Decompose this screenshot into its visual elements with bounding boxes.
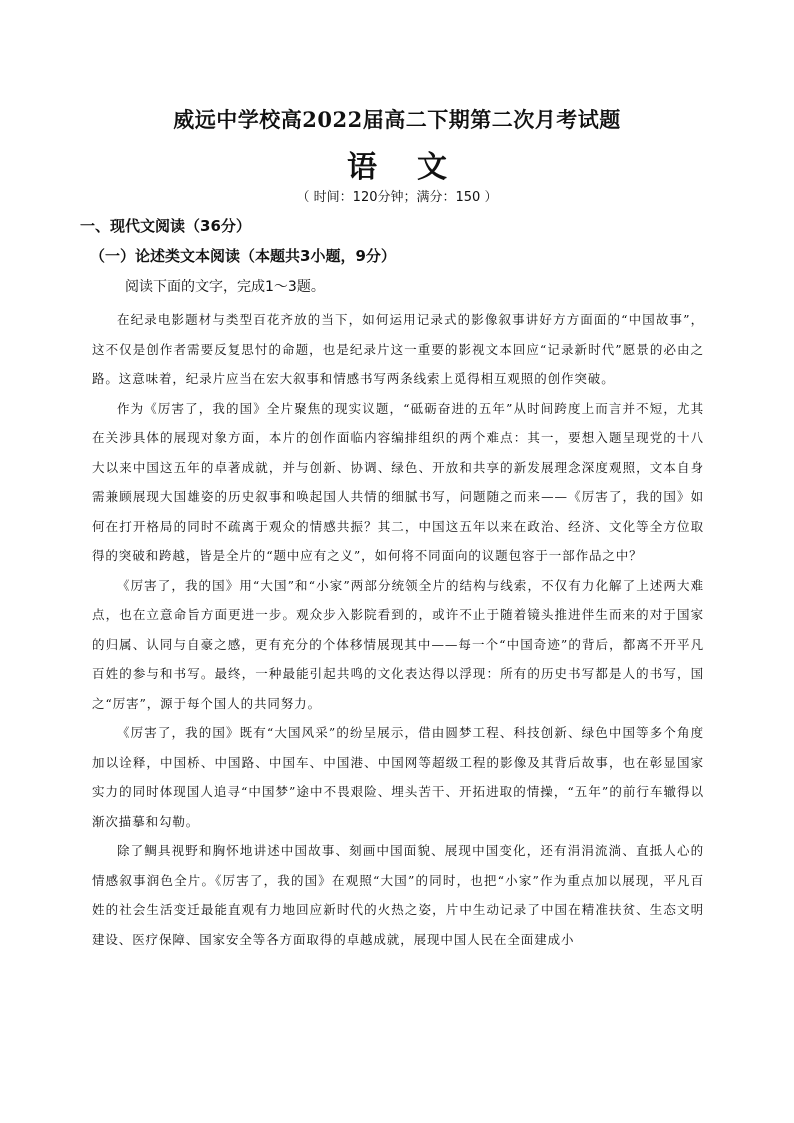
section-subheading: （一）论述类文本阅读（本题共3小题，9分） xyxy=(90,247,396,265)
exam-info: （ 时间：120分钟；满分：150 ） xyxy=(296,190,498,205)
section-heading: 一、现代文阅读（36分） xyxy=(80,217,251,235)
reading-instruction: 阅读下面的文字，完成1～3题。 xyxy=(125,279,325,295)
subject-title: 语文 xyxy=(347,150,487,185)
article-paragraph-2: 作为《厉害了，我的国》全片聚焦的现实议题，“砥砺奋进的五年”从时间跨度上而言并不短，尤其在关涉具体的展现对象方面，本片的创作面临内容编排组织的两个难点：其一，要想入题呈现党的十八大以来中国这五年的卓著成就，并与创新、协调、绿色、开放和共享的新发展理念深度观照，文本自身需兼顾展现大国雄姿的历史叙事和唤起国人共情的细腻书写，问题随之而来——《厉害了，我的国》如何在打开格局的同时不疏离于观众的情感共振？其二，中国这五年以来在政治、经济、文化等全方位取得的突破和跨越，皆是全片的“题中应有之义”，如何将不同面向的议题包容于一部作品之中？ xyxy=(92,400,704,563)
article-paragraph-1: 在纪录电影题材与类型百花齐放的当下，如何运用记录式的影像叙事讲好方方面面的“中国故事”，这不仅是创作者需要反复思忖的命题，也是纪录片这一重要的影视文本回应“记录新时代”愿景的必由之路。这意味着，纪录片应当在宏大叙事和情感书写两条线索上觅得相互观照的创作突破。 xyxy=(92,312,704,386)
article-body xyxy=(92,305,704,954)
exam-title: 威远中学校高2022届高二下期第二次月考试题 xyxy=(173,107,621,132)
article-paragraph-3: 《厉害了，我的国》用“大国”和“小家”两部分统领全片的结构与线索，不仅有力化解了上述两大难点，也在立意命旨方面更进一步。观众步入影院看到的，或许不止于随着镜头推进伴生而来的对于国家的归属、认同与自豪之感，更有充分的个体移情展现其中——每一个“中国奇迹”的背后，都离不开平凡百姓的参与和书写。最终，一种最能引起共鸣的文化表达得以浮现：所有的历史书写都是人的书写，国之“厉害”，源于每个国人的共同努力。 xyxy=(92,577,704,711)
article-paragraph-5: 除了鲷具视野和胸怀地讲述中国故事、刻画中国面貌、展现中国变化，还有涓涓流淌、直抵人心的情感叙事润色全片。《厉害了，我的国》在观照“大国”的同时，也把“小家”作为重点加以展现，平凡百姓的社会生活变迁最能直观有力地回应新时代的火热之姿，片中生动记录了中国在精准扶贫、生态文明建设、医疗保障、国家安全等各方面取得的卓越成就，展现中国人民在全面建成小 xyxy=(92,843,704,947)
article-paragraph-4: 《厉害了，我的国》既有“大国风采”的纷呈展示，借由圆梦工程、科技创新、绿色中国等多个角度加以诠释，中国桥、中国路、中国车、中国港、中国网等超级工程的影像及其背后故事，也在彰显国家实力的同时体现国人追寻“中国梦”途中不畏艰险、埋头苦干、开拓进取的情操，“五年”的前行车辙得以渐次描摹和勾勒。 xyxy=(92,725,704,829)
